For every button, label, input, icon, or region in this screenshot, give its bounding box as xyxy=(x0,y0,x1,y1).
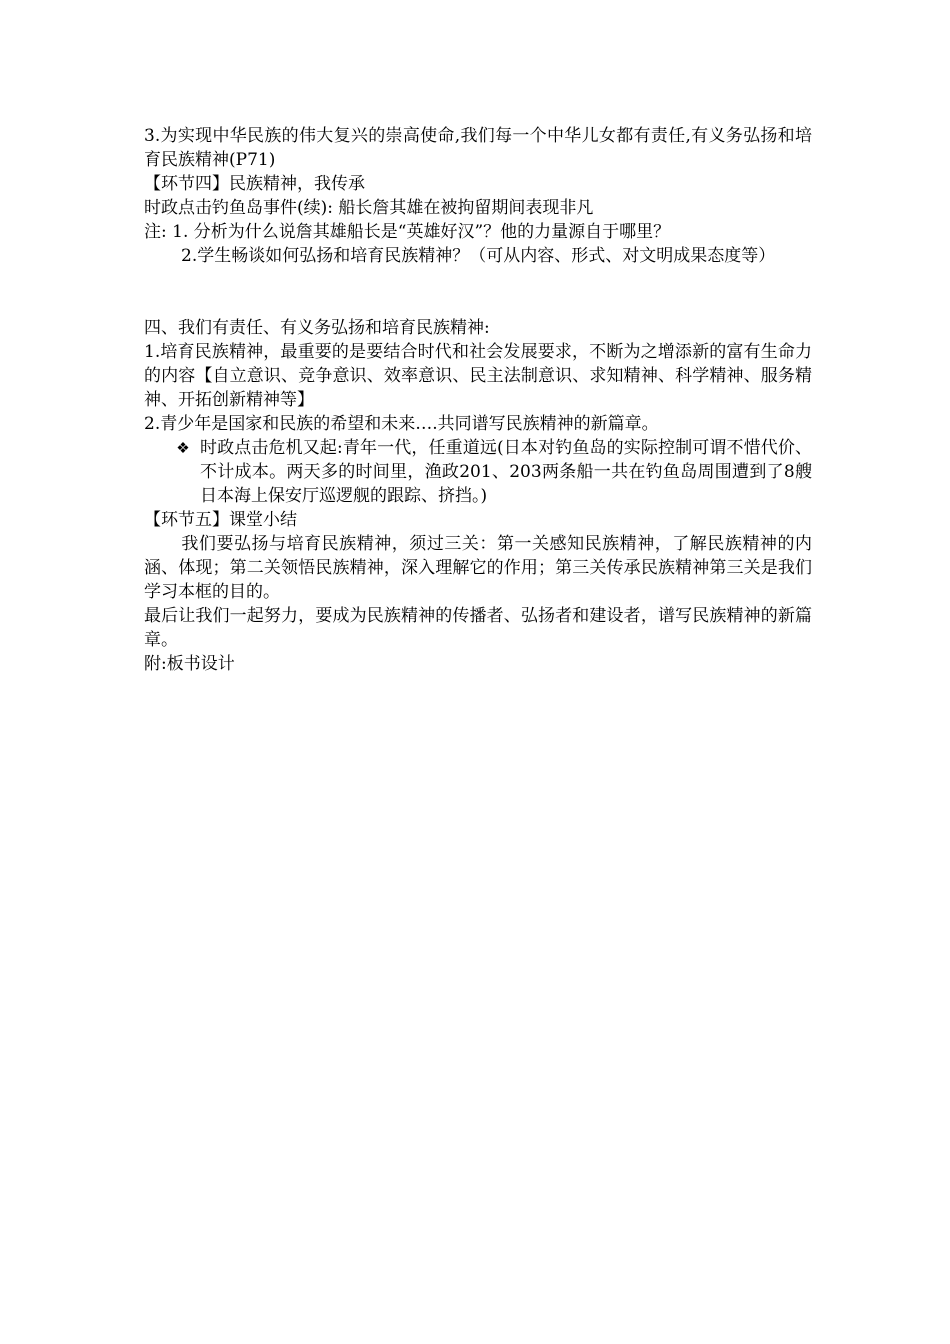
summary-paragraph: 我们要弘扬与培育民族精神，须过三关：第一关感知民族精神，了解民族精神的内涵、体现；第二关领悟民族精神，深入理解它的作用；第三关传承民族精神第三关是我们学习本框的目的。 xyxy=(144,534,812,602)
diamond-bullet-icon: ❖ xyxy=(176,439,190,457)
section-heading-step-4: 【环节四】民族精神，我传承 xyxy=(144,174,365,194)
appendix-label: 附:板书设计 xyxy=(144,654,235,674)
paragraph-point-1: 1.培育民族精神，最重要的是要结合时代和社会发展要求，不断为之增添新的富有生命力的内容【自立意识、竞争意识、效率意识、民主法制意识、求知精神、科学精神、服务精神、开拓创新精神等】 xyxy=(144,342,812,410)
section-heading-step-5: 【环节五】课堂小结 xyxy=(144,510,297,530)
section-heading-four: 四、我们有责任、有义务弘扬和培育民族精神: xyxy=(144,318,490,338)
closing-paragraph: 最后让我们一起努力，要成为民族精神的传播者、弘扬者和建设者，谱写民族精神的新篇章。 xyxy=(144,606,812,650)
paragraph-point-3: 3.为实现中华民族的伟大复兴的崇高使命,我们每一个中华儿女都有责任,有义务弘扬和培育民族精神(P71) xyxy=(144,126,812,170)
bullet-item xyxy=(144,436,812,508)
note-question-2: 2.学生畅谈如何弘扬和培育民族精神？（可从内容、形式、对文明成果态度等） xyxy=(181,246,776,266)
bullet-text: 时政点击危机又起:青年一代，任重道远(日本对钓鱼岛的实际控制可谓不惜代价、不计成本。两天多的时间里，渔政201、203两条船一共在钓鱼岛周围遭到了8艘日本海上保安厅巡逻舰的跟踪、挤挡。) xyxy=(200,438,812,506)
current-affairs-note: 时政点击钓鱼岛事件(续): 船长詹其雄在被拘留期间表现非凡 xyxy=(144,198,594,218)
paragraph-gap xyxy=(144,268,812,316)
note-question-1: 注: 1. 分析为什么说詹其雄船长是“英雄好汉”？他的力量源自于哪里？ xyxy=(144,222,671,242)
document-page xyxy=(144,124,812,676)
paragraph-point-2: 2.青少年是国家和民族的希望和未来….共同谱写民族精神的新篇章。 xyxy=(144,414,659,434)
